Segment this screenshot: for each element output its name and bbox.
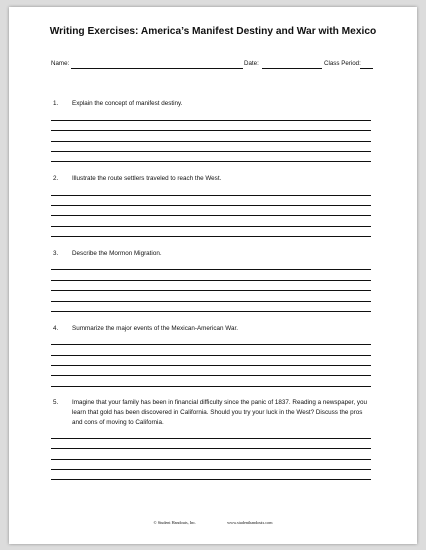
answer-line[interactable]	[51, 269, 371, 270]
answer-line[interactable]	[51, 438, 371, 439]
question-number: 4.	[53, 325, 59, 332]
footer-website: www.studenthandouts.com	[227, 520, 273, 525]
answer-line[interactable]	[51, 236, 371, 237]
answer-line[interactable]	[51, 386, 371, 387]
footer-copyright: © Student Handouts, Inc.	[153, 520, 197, 525]
answer-line[interactable]	[51, 161, 371, 162]
answer-line[interactable]	[51, 375, 371, 376]
answer-line[interactable]	[51, 226, 371, 227]
question-number: 2.	[53, 175, 59, 182]
question-text: Describe the Mormon Migration.	[72, 250, 162, 257]
class-period-label: Class Period:	[324, 60, 361, 67]
worksheet-title: Writing Exercises: America’s Manifest Destiny and War with Mexico	[49, 26, 377, 37]
answer-line[interactable]	[51, 130, 371, 131]
question-text: Imagine that your family has been in financial difficulty since the panic of 1837. Reading a newspaper, you learn that gold has been discovered in California. Should you try your luck in the West? Discuss the pros and cons of moving to California.	[72, 399, 367, 426]
answer-line[interactable]	[51, 195, 371, 196]
answer-line[interactable]	[51, 280, 371, 281]
worksheet-page	[9, 7, 417, 544]
question-number: 1.	[53, 100, 59, 107]
answer-line[interactable]	[51, 311, 371, 312]
class-period-blank[interactable]	[360, 68, 373, 69]
answer-line[interactable]	[51, 215, 371, 216]
answer-line[interactable]	[51, 301, 371, 302]
answer-line[interactable]	[51, 151, 371, 152]
answer-line[interactable]	[51, 344, 371, 345]
question-text: Illustrate the route settlers traveled to reach the West.	[72, 175, 222, 182]
answer-line[interactable]	[51, 479, 371, 480]
name-blank[interactable]	[71, 68, 243, 69]
answer-line[interactable]	[51, 459, 371, 460]
answer-line[interactable]	[51, 355, 371, 356]
answer-line[interactable]	[51, 469, 371, 470]
answer-line[interactable]	[51, 448, 371, 449]
answer-line[interactable]	[51, 205, 371, 206]
date-blank[interactable]	[262, 68, 322, 69]
question-number: 5.	[53, 399, 59, 406]
question-text: Summarize the major events of the Mexican-American War.	[72, 325, 238, 332]
answer-line[interactable]	[51, 120, 371, 121]
student-info-row	[51, 60, 373, 72]
question-text: Explain the concept of manifest destiny.	[72, 100, 183, 107]
footer	[9, 520, 417, 525]
answer-line[interactable]	[51, 365, 371, 366]
answer-line[interactable]	[51, 290, 371, 291]
question-number: 3.	[53, 250, 59, 257]
answer-line[interactable]	[51, 141, 371, 142]
name-label: Name:	[51, 60, 70, 67]
date-label: Date:	[244, 60, 259, 67]
